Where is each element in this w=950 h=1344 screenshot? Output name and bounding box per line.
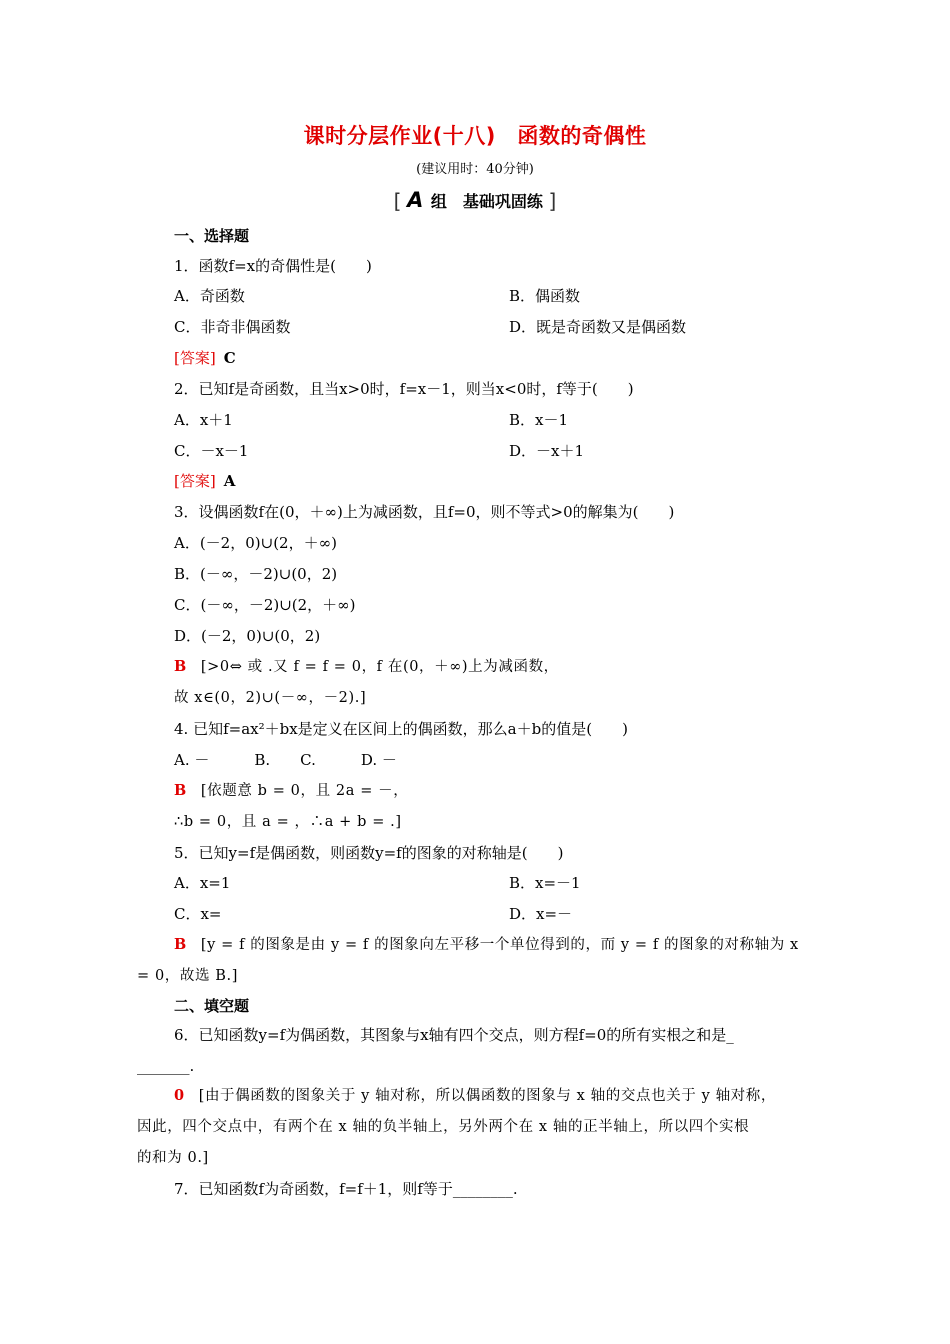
group-label: 组 基础巩固练 (430, 192, 543, 211)
answer-value: C (223, 349, 236, 367)
section-heading-choice: 一、选择题 (174, 227, 250, 245)
answer-value: B (174, 658, 187, 675)
q5-option-c: C．x= (174, 905, 222, 923)
q1-stem: 1．函数f=x的奇偶性是( ) (174, 257, 372, 275)
q3-stem: 3．设偶函数f在(0，＋∞)上为减函数，且f=0，则不等式>0的解集为( ) (174, 503, 675, 521)
bracket-close: ] (548, 189, 557, 213)
q5-solution-line-1 (174, 935, 799, 955)
q2-answer (174, 471, 235, 491)
answer-tag: [答案] (174, 349, 216, 367)
q4-stem: 4. 已知f=ax²＋bx是定义在区间上的偶函数，那么a＋b的值是( ) (174, 720, 628, 738)
solution-text: [依题意 b = 0，且 2a = －， (200, 783, 409, 799)
q6-stem-blank: _______. (137, 1057, 195, 1075)
q5-option-a: A．x=1 (174, 874, 231, 892)
q4-solution-line-1 (174, 781, 408, 801)
q7-stem: 7．已知函数f为奇函数，f=f＋1，则f等于________. (174, 1180, 518, 1198)
suggested-time: (建议用时：40分钟) (416, 162, 534, 177)
q5-stem: 5．已知y=f是偶函数，则函数y=f的图象的对称轴是( ) (174, 844, 564, 862)
bracket-open: [ (393, 189, 402, 213)
q2-stem: 2．已知f是奇函数，且当x>0时，f=x－1，则当x<0时，f等于( ) (174, 380, 634, 398)
answer-value: 0 (174, 1087, 185, 1104)
section-heading-fill-blank: 二、填空题 (174, 997, 250, 1015)
q2-option-a: A．x＋1 (174, 411, 233, 429)
solution-text: [由于偶函数的图象关于 y 轴对称，所以偶函数的图象与 x 轴的交点也关于 y 轴对称， (198, 1088, 776, 1104)
q3-solution-line-2: 故 x∈(0，2)∪(－∞，－2).] (174, 690, 367, 706)
q3-option-d: D．(－2，0)∪(0，2) (174, 627, 321, 645)
q4-solution-line-2: ∴b = 0，且 a = ，∴a + b = .] (174, 814, 402, 830)
q3-solution-line-1 (174, 657, 559, 677)
q1-option-c: C．非奇非偶函数 (174, 318, 291, 336)
group-letter: A (407, 188, 424, 212)
group-header (0, 188, 950, 213)
q6-solution-line-2: 因此，四个交点中，有两个在 x 轴的负半轴上，另外两个在 x 轴的正半轴上，所以四个实根 (137, 1119, 750, 1135)
q2-option-b: B．x－1 (509, 411, 569, 429)
q5-solution-line-2: = 0，故选 B.] (137, 968, 239, 984)
q1-option-d: D．既是奇函数又是偶函数 (509, 318, 687, 336)
answer-tag: [答案] (174, 472, 216, 490)
solution-text: [y = f 的图象是由 y = f 的图象向左平移一个单位得到的，而 y = f 的图象的对称轴为 x (200, 937, 799, 953)
answer-value: B (174, 936, 187, 953)
q3-option-b: B．(－∞，－2)∪(0，2) (174, 565, 338, 583)
q3-option-a: A．(－2，0)∪(2，＋∞) (174, 534, 337, 552)
q5-option-b: B．x=－1 (509, 874, 581, 892)
answer-value: A (223, 472, 236, 490)
q3-option-c: C．(－∞，－2)∪(2，＋∞) (174, 596, 356, 614)
q4-options: A. － B. C. D. － (174, 751, 397, 769)
q1-option-b: B．偶函数 (509, 287, 581, 305)
q6-solution-line-3: 的和为 0.] (137, 1150, 209, 1166)
q5-option-d: D．x=－ (509, 905, 573, 923)
q1-option-a: A．奇函数 (174, 287, 245, 305)
q6-stem: 6．已知函数y=f为偶函数，其图象与x轴有四个交点，则方程f=0的所有实根之和是_ (174, 1026, 734, 1044)
page-title: 课时分层作业(十八) 函数的奇偶性 (303, 124, 647, 148)
q6-solution-line-1 (174, 1086, 776, 1106)
answer-value: B (174, 782, 187, 799)
q2-option-c: C．－x－1 (174, 442, 249, 460)
q2-option-d: D．－x＋1 (509, 442, 585, 460)
q1-answer (174, 348, 236, 368)
solution-text: [>0⇔ 或 .又 f = f = 0，f 在(0，＋∞)上为减函数， (200, 659, 559, 675)
